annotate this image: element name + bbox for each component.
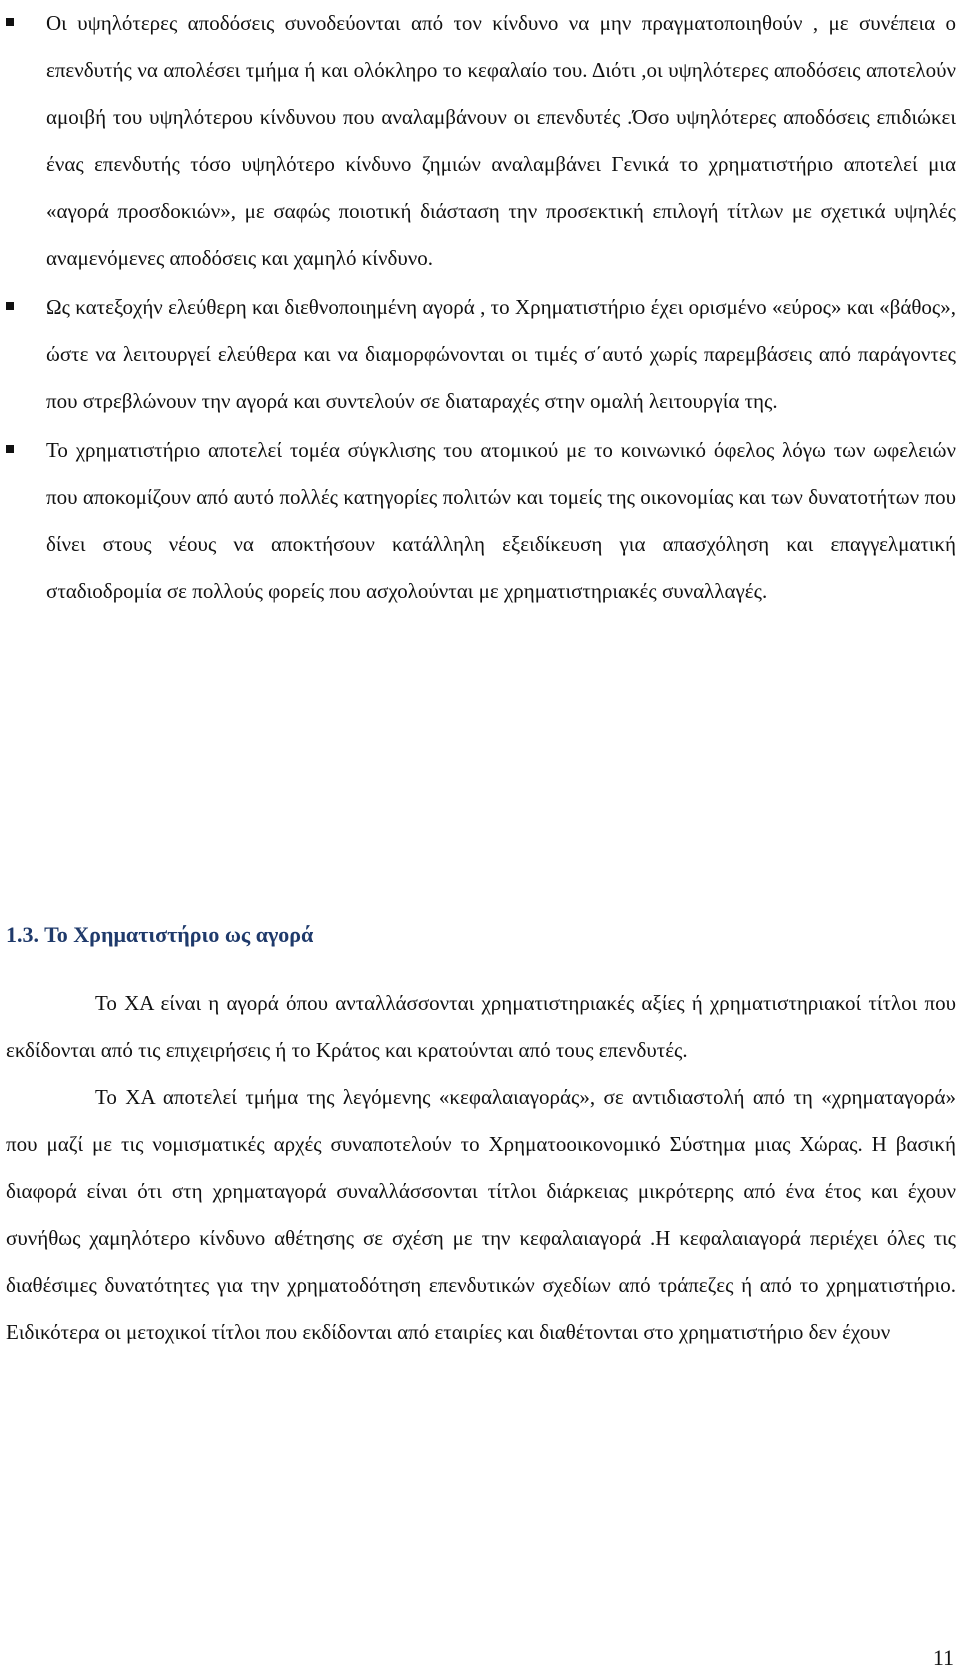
paragraph: Το ΧΑ αποτελεί τμήμα της λεγόμενης «κεφαλαιαγοράς», σε αντιδιαστολή από τη «χρηματαγορά» που μαζί με τις νομισματικές αρχές συναποτελούν το Χρηματοοικονομικό Σύστημα μιας Χώρας. Η βασική διαφορά είναι ότι στη χρηματαγορά συναλλάσσονται τίτλοι διάρκειας μικρότερης από ένα έτος και έχουν συνήθως χαμηλότερο κίνδυνο αθέτησης σε σχέση με την κεφαλαιαγορά .Η κεφαλαιαγορά περιέχει όλες τις διαθέσιμες δυνατότητες για την χρηματοδότηση επενδυτικών σχεδίων από τράπεζες ή από το χρηματιστήριο. Ειδικότερα οι μετοχικοί τίτλοι που εκδίδονται από εταιρίες και διαθέτονται στο χρηματιστήριο δεν έχουν <box>6 1085 956 1344</box>
section-1-3 <box>6 920 956 1356</box>
section-heading <box>6 920 956 950</box>
square-bullet-icon <box>6 445 14 453</box>
bullet-item <box>6 427 956 615</box>
square-bullet-icon <box>6 18 14 26</box>
bullet-list <box>6 0 956 615</box>
paragraph: Το ΧΑ είναι η αγορά όπου ανταλλάσσονται χρηματιστηριακές αξίες ή χρηματιστηριακοί τίτλοι που εκδίδονται από τις επιχειρήσεις ή το Κράτος και κρατούνται από τους επενδυτές. <box>6 991 956 1062</box>
bullet-item <box>6 0 956 282</box>
bullet-text: Ως κατεξοχήν ελεύθερη και διεθνοποιημένη αγορά , το Χρηματιστήριο έχει ορισμένο «εύρος» και «βάθος», ώστε να λειτουργεί ελεύθερα και να διαμορφώνονται οι τιμές σ΄αυτό χωρίς παρεμβάσεις από παράγοντες που στρεβλώνουν την αγορά και συντελούν σε διαταραχές στην ομαλή λειτουργία της. <box>46 295 956 413</box>
bullet-text: Οι υψηλότερες αποδόσεις συνοδεύονται από τον κίνδυνο να μην πραγματοποιηθούν , με συνέπεια ο επενδυτής να απολέσει τμήμα ή και ολόκληρο το κεφαλαίο του. Διότι ,οι υψηλότερες αποδόσεις αποτελούν αμοιβή του υψηλότερου κίνδυνου που αναλαμβάνουν οι επενδυτές .Όσο υψηλότερες αποδόσεις επιδιώκει ένας επενδυτής τόσο υψηλότερο κίνδυνο ζημιών αναλαμβάνει Γενικά το χρηματιστήριο αποτελεί μια «αγορά προσδοκιών», με σαφώς ποιοτική διάσταση την προσεκτική επιλογή τίτλων με σχετικά υψηλές αναμενόμενες αποδόσεις και χαμηλό κίνδυνο. <box>46 11 956 270</box>
section-number: 1.3. <box>6 922 39 947</box>
square-bullet-icon <box>6 302 14 310</box>
bullet-text: Το χρηματιστήριο αποτελεί τομέα σύγκλισης του ατομικού με το κοινωνικό όφελος λόγω των ωφελειών που αποκομίζουν από αυτό πολλές κατηγορίες πολιτών και τομείς της οικονομίας και των δυνατοτήτων που δίνει στους νέους να αποκτήσουν κατάλληλη εξειδίκευση για απασχόληση και επαγγελματική σταδιοδρομία σε πολλούς φορείς που ασχολούνται με χρηματιστηριακές συναλλαγές. <box>46 438 956 603</box>
bullet-item <box>6 284 956 425</box>
section-title: Το Χρηματιστήριο ως αγορά <box>44 922 314 947</box>
page-number: 11 <box>932 1645 954 1670</box>
